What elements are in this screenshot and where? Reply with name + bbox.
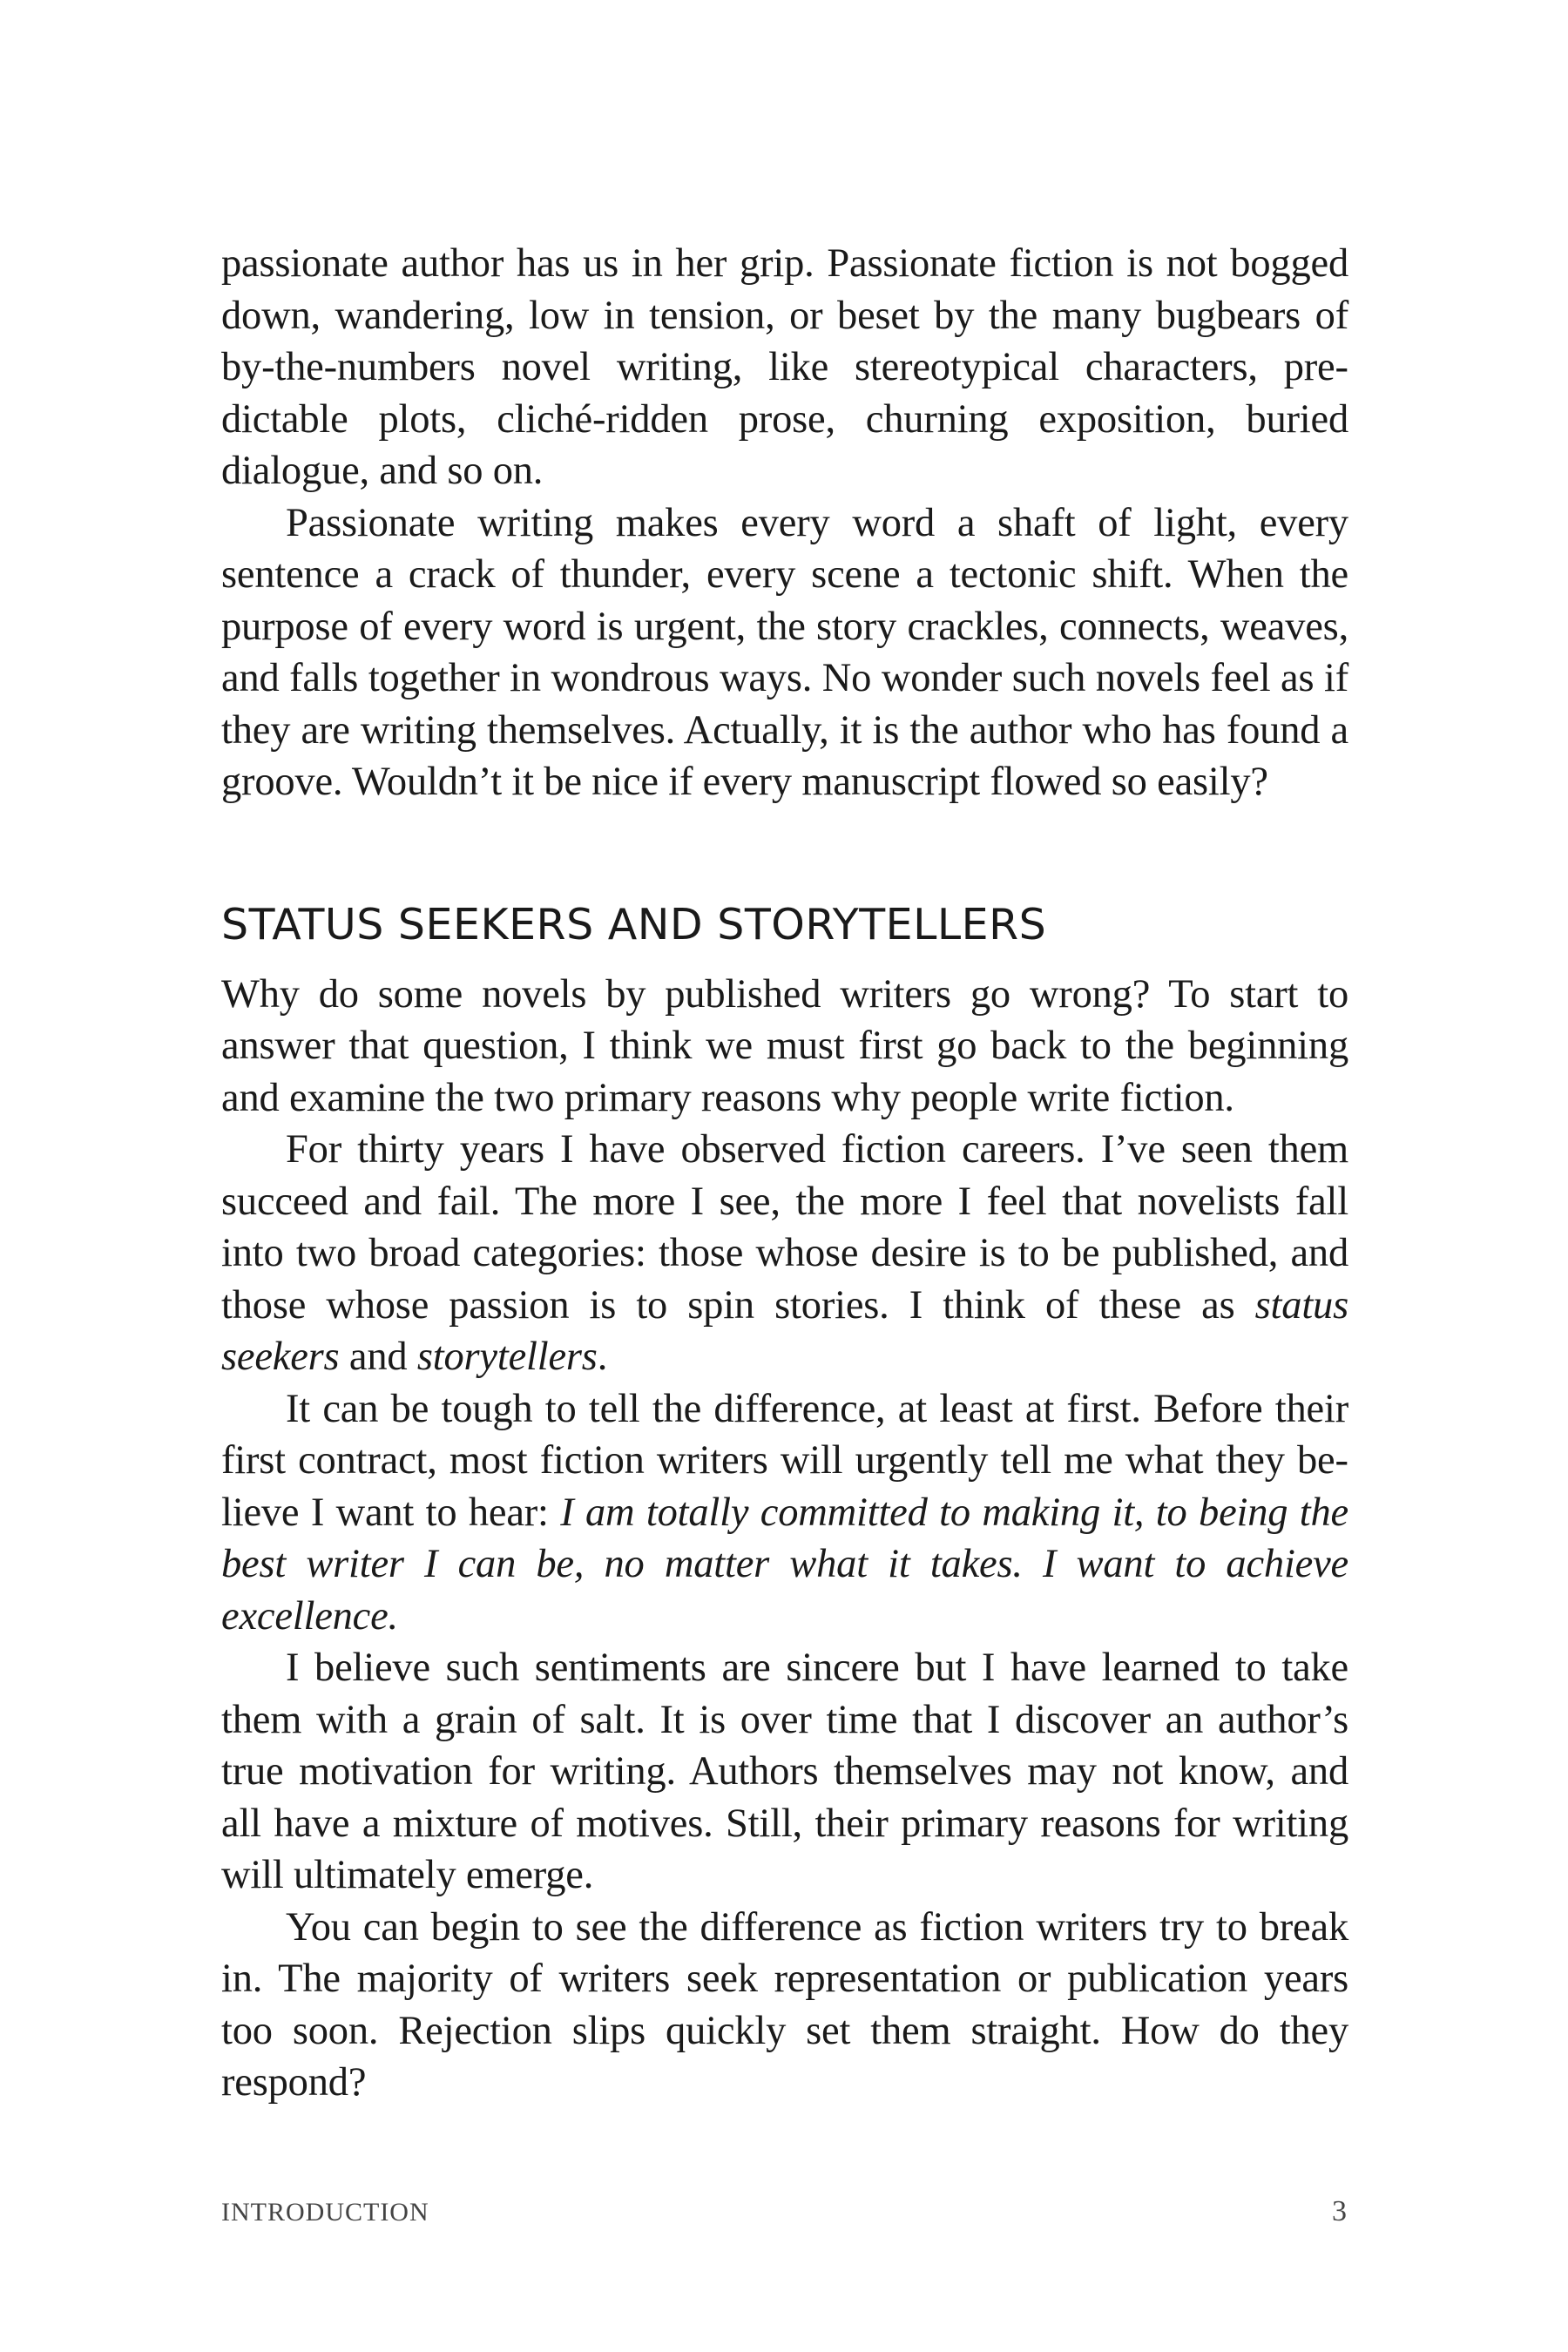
paragraph-4-text: For thirty years I have observed fiction careers. I’ve seen them succeed and fail. The more I see, the more I feel that novelists fall into two broad categories: those whose desire is to be published, and those whose passion is to spin stories. I think of these as [221, 1127, 1348, 1328]
paragraph-1: passionate author has us in her grip. Passionate fiction is not bogged down, wandering, low in tension, or beset by the many bugbears of by-the-numbers novel writing, like stereotypical characters, predictable plots, cliché-ridden prose, churning exposition, buried dialogue, and so on. [221, 241, 1348, 493]
page-body [221, 238, 1348, 2109]
paragraph-5-emphasis-quote: I am totally committed to making it, to being the best writer I can be, no matter what it takes. I want to achieve excellence. [221, 1490, 1348, 1639]
paragraph-4-emphasis-storytellers: storytellers [416, 1335, 598, 1379]
paragraph-2: Passionate writing makes every word a shaft of light, every sentence a crack of thunder, every scene a tectonic shift. When the purpose of every word is urgent, the story crackles, connects, weaves, and falls together in wondrous ways. No wonder such novels feel as if they are writing themselves. Actually, it is the author who has found a groove. Wouldn’t it be nice if every manuscript flowed so easily? [221, 500, 1348, 804]
paragraph-4-and: and [348, 1335, 408, 1379]
page-footer [221, 2195, 1347, 2230]
paragraph-3: Why do some novels by published writers go wrong? To start to answer that question, I think we must first go back to the beginning and examine the two primary reasons why people write fiction. [221, 971, 1348, 1120]
section-heading: STATUS SEEKERS AND STORYTELLERS [221, 899, 1047, 950]
paragraph-4-end: . [597, 1335, 608, 1379]
paragraph-4-emphasis-status-seekers: status seekers [221, 1282, 1348, 1379]
paragraph-5-text: It can be tough to tell the difference, at least at first. Before their first contract, most fiction writers will urgently tell me what they believe I want to hear: [221, 1386, 1348, 1535]
paragraph-5 [221, 1383, 1348, 1643]
page-number: 3 [1332, 2195, 1347, 2227]
paragraph-6: I believe such sentiments are sincere but I have learned to take them with a grain of salt. It is over time that I discover an author’s true motivation for writing. Authors themselves may not know, and all have a mixture of motives. Still, their primary reasons for writing will ultimately emerge. [221, 1646, 1348, 1897]
paragraph-4 [221, 1124, 1348, 1383]
paragraph-7: You can begin to see the difference as fiction writers try to break in. The majority of writers seek representation or publication years too soon. Rejection slips quickly set them straight. How do they respond? [221, 1904, 1348, 2105]
running-head: INTRODUCTION [221, 2198, 429, 2227]
